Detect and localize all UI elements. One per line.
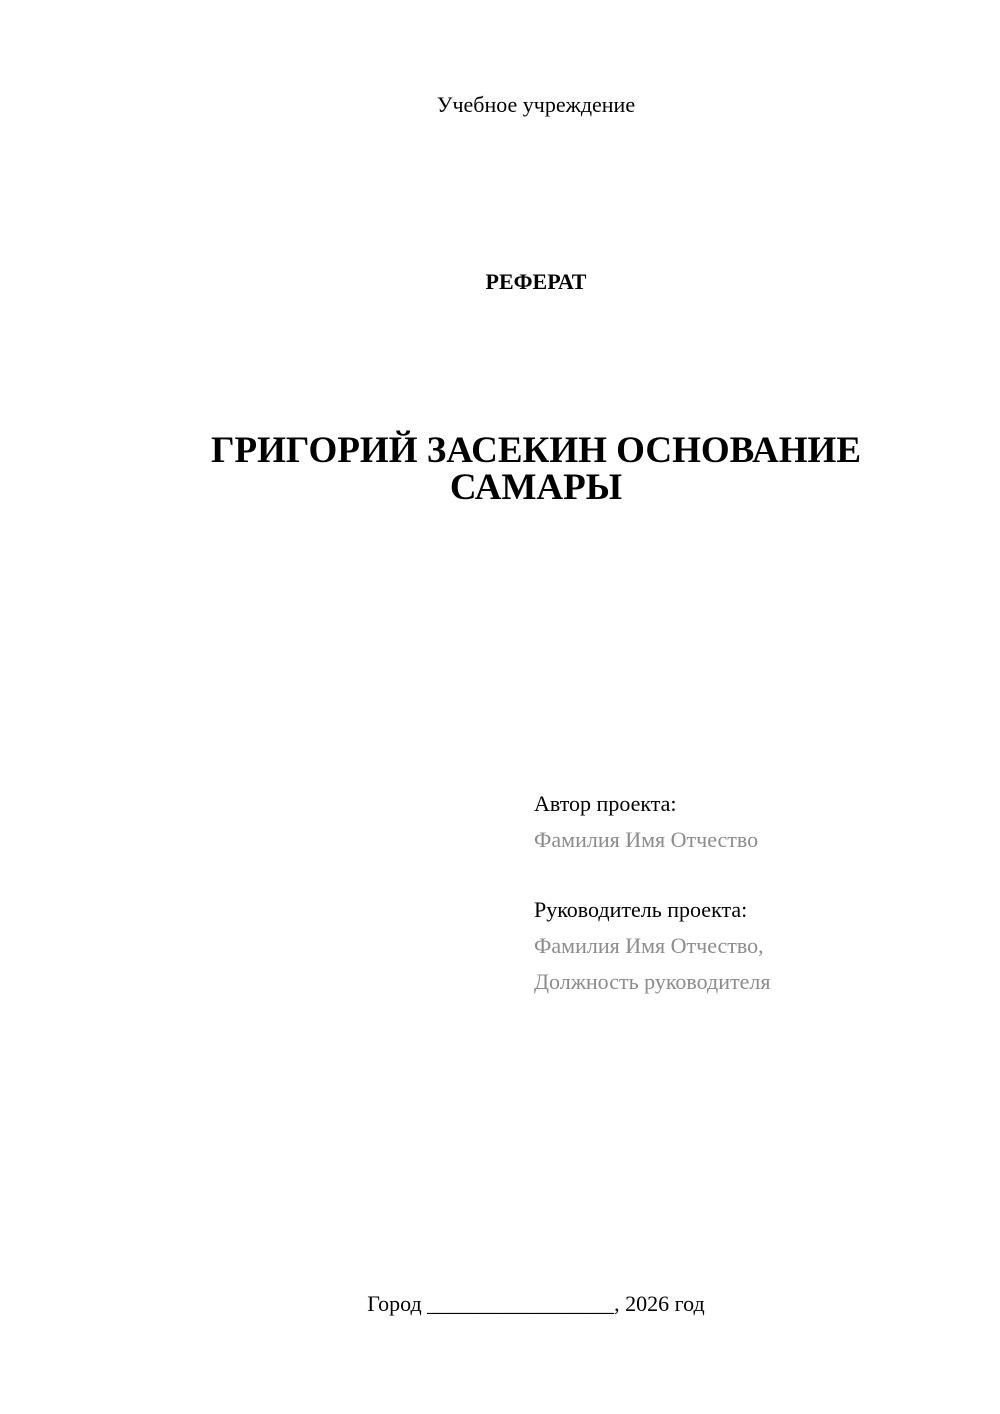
document-title xyxy=(136,432,936,506)
document-type-label: РЕФЕРАТ xyxy=(485,269,587,294)
institution-name: Учебное учреждение xyxy=(436,92,636,117)
credits-block xyxy=(534,786,974,1000)
supervisor-position-placeholder: Должность руководителя xyxy=(534,969,771,994)
supervisor-label: Руководитель проекта: xyxy=(534,897,748,922)
credits-spacer xyxy=(534,858,974,892)
author-label: Автор проекта: xyxy=(534,791,677,816)
document-title-line-1: ГРИГОРИЙ ЗАСЕКИН ОСНОВАНИЕ xyxy=(211,430,861,471)
author-name-placeholder: Фамилия Имя Отчество xyxy=(534,827,759,852)
city-year-line: Город _________________, 2026 год xyxy=(367,1291,705,1316)
document-title-line-2: САМАРЫ xyxy=(449,467,623,508)
supervisor-name-placeholder: Фамилия Имя Отчество, xyxy=(534,933,764,958)
